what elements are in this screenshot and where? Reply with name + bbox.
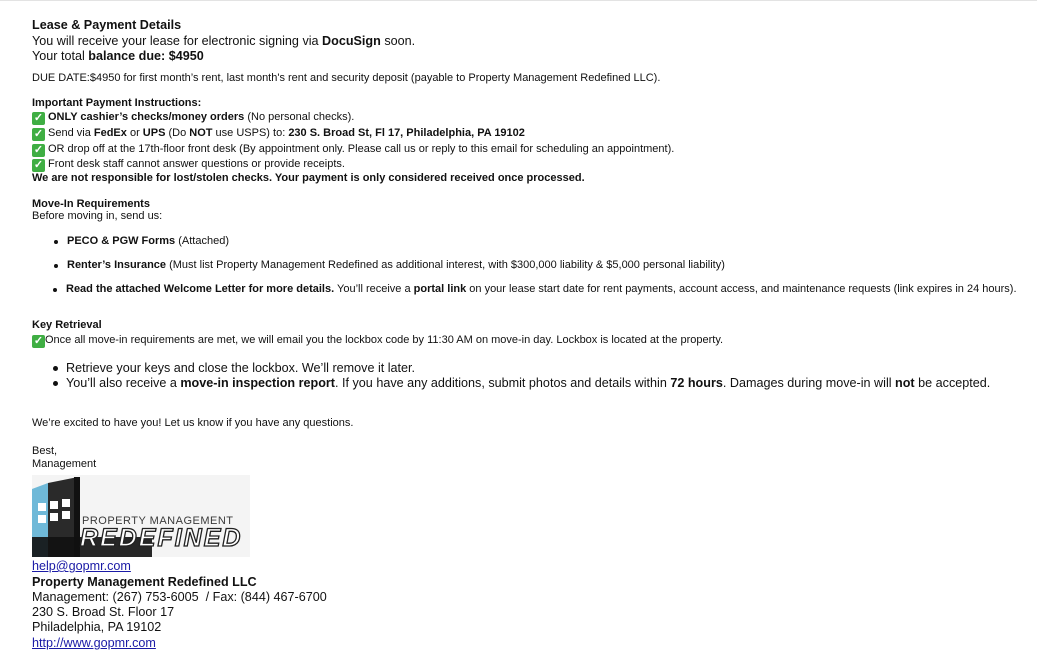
payment-item-2: ✓ Send via FedEx or UPS (Do NOT use USPS) to: 230 S. Broad St, Fl 17, Philadelphia, PA 19102 bbox=[33, 127, 525, 140]
list-item: You’ll also receive a move-in inspection report. If you have any additions, submit photos and details within 72 hours. Damages during move-in will not be accepted. bbox=[66, 376, 990, 390]
list-item: Read the attached Welcome Letter for more details. You’ll receive a portal link on your lease start date for rent payments, account access, and maintenance requests (link expires in 24 hours). bbox=[66, 283, 1017, 295]
address-line-1: 230 S. Broad St. Floor 17 bbox=[32, 605, 175, 619]
payment-warning: We are not responsible for lost/stolen checks. Your payment is only considered received once processed. bbox=[32, 172, 585, 184]
check-icon: ✓ bbox=[33, 128, 44, 140]
bullet-icon bbox=[53, 288, 57, 292]
check-icon: ✓ bbox=[33, 112, 44, 124]
list-item: PECO & PGW Forms (Attached) bbox=[67, 235, 229, 247]
due-date-line: DUE DATE:$4950 for first month’s rent, last month's rent and security deposit (payable to Property Management Redefined LLC). bbox=[32, 72, 661, 84]
payment-item-4: ✓ Front desk staff cannot answer questions or provide receipts. bbox=[33, 158, 345, 171]
company-logo bbox=[32, 475, 250, 557]
movein-heading: Move-In Requirements bbox=[32, 198, 150, 210]
closing-excited: We’re excited to have you! Let us know if you have any questions. bbox=[32, 417, 354, 429]
check-icon: ✓ bbox=[33, 335, 44, 347]
bullet-icon bbox=[54, 240, 58, 244]
payment-item-3: ✓ OR drop off at the 17th-floor front desk (By appointment only. Please call us or reply to this email for scheduling an appointment). bbox=[33, 143, 675, 156]
logo-wordmark: REDEFINED bbox=[80, 524, 243, 552]
balance-due-line: Your total balance due: $4950 bbox=[32, 49, 204, 63]
lease-heading: Lease & Payment Details bbox=[32, 18, 182, 32]
closing-management: Management bbox=[32, 458, 97, 470]
closing-best: Best, bbox=[32, 445, 58, 457]
list-item: Retrieve your keys and close the lockbox. We’ll remove it later. bbox=[66, 361, 415, 375]
key-line: ✓ Once all move-in requirements are met, we will email you the lockbox code by 11:30 AM on move-in day. Lockbox is located at the property. bbox=[33, 334, 724, 347]
lease-docusign-line: You will receive your lease for electronic signing via DocuSign soon. bbox=[32, 34, 416, 48]
bullet-icon bbox=[54, 264, 58, 268]
movein-intro: Before moving in, send us: bbox=[32, 210, 163, 222]
payment-item-1: ✓ ONLY cashier’s checks/money orders (No personal checks). bbox=[33, 111, 355, 124]
website-link[interactable]: http://www.gopmr.com bbox=[32, 636, 156, 650]
key-heading: Key Retrieval bbox=[32, 319, 102, 331]
logo-tagline: PROPERTY MANAGEMENT bbox=[82, 515, 234, 527]
check-icon: ✓ bbox=[33, 159, 44, 171]
payment-heading: Important Payment Instructions: bbox=[32, 97, 202, 109]
top-border bbox=[0, 0, 1037, 1]
bullet-icon bbox=[53, 366, 58, 371]
phone-fax: Management: (267) 753-6005 / Fax: (844) 467-6700 bbox=[32, 590, 327, 604]
company-name: Property Management Redefined LLC bbox=[32, 575, 257, 589]
bullet-icon bbox=[53, 381, 58, 386]
list-item: Renter’s Insurance (Must list Property Management Redefined as additional interest, with $300,000 liability & $5,000 personal liability) bbox=[67, 259, 725, 271]
check-icon: ✓ bbox=[33, 144, 44, 156]
address-line-2: Philadelphia, PA 19102 bbox=[32, 620, 162, 634]
email-link[interactable]: help@gopmr.com bbox=[32, 559, 131, 573]
